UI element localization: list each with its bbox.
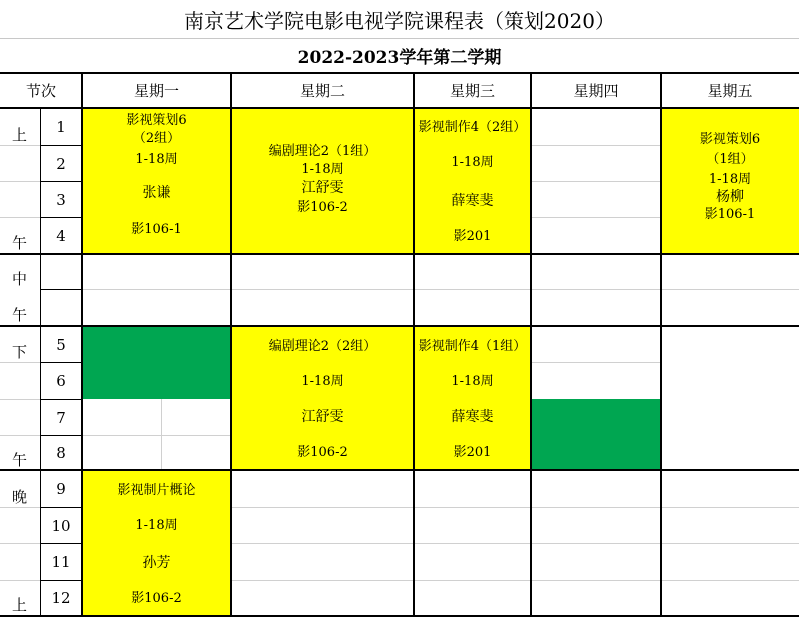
semester-subtitle: 2022-2023学年第二学期 [297, 48, 502, 68]
side-label-morning-top: 上 [12, 126, 28, 144]
course-name: 影视制作4（2组） [418, 120, 527, 135]
course-teacher: 孙芳 [142, 555, 171, 571]
side-label-evening-top: 晚 [12, 488, 28, 506]
course-name: 影视制片概论 [117, 483, 196, 498]
period-number: 12 [51, 589, 71, 607]
course-mon-evening[interactable] [82, 471, 231, 617]
grid-line [531, 145, 661, 146]
header-thursday: 星期四 [573, 82, 619, 100]
course-wed-afternoon[interactable] [414, 326, 531, 470]
course-tue-morning[interactable] [231, 109, 414, 254]
course-weeks: 1-18周 [451, 155, 494, 170]
table-border [0, 107, 799, 109]
period-number: 8 [56, 444, 66, 462]
grid-line [0, 362, 40, 363]
course-teacher: 薛寒斐 [451, 193, 494, 209]
grid-line [231, 507, 799, 508]
grid-line [82, 435, 231, 436]
period-number: 6 [56, 372, 66, 390]
header-wednesday: 星期三 [449, 82, 495, 100]
blocked-cell-mon-afternoon [82, 326, 231, 399]
course-name: 编剧理论2（1组） [268, 144, 377, 159]
grid-line [82, 289, 799, 290]
course-teacher: 薛寒斐 [451, 409, 494, 425]
course-mon-morning[interactable] [82, 109, 231, 254]
course-room: 影106-2 [131, 591, 182, 606]
period-number: 9 [56, 480, 66, 498]
grid-line [0, 580, 40, 581]
course-teacher: 江舒雯 [301, 180, 344, 196]
grid-line [231, 543, 799, 544]
course-tue-afternoon[interactable] [231, 326, 414, 470]
grid-line [0, 543, 40, 544]
course-name: 影视策划6 [699, 132, 761, 147]
table-border [413, 72, 415, 617]
grid-line [161, 399, 162, 471]
course-fri-morning[interactable] [661, 109, 799, 254]
table-border [530, 72, 532, 617]
grid-line [40, 289, 82, 290]
page-title: 南京艺术学院电影电视学院课程表（策划2020） [0, 0, 799, 39]
period-number: 3 [56, 190, 66, 209]
side-label-afternoon-top: 下 [12, 343, 28, 361]
period-number: 4 [56, 226, 66, 245]
course-wed-morning[interactable] [414, 109, 531, 254]
course-weeks: 1-18周 [301, 374, 344, 389]
side-label-morning-bottom: 午 [12, 234, 28, 252]
table-border [0, 72, 799, 74]
course-weeks: 1-18周 [708, 172, 752, 187]
header-friday: 星期五 [707, 82, 753, 100]
grid-line [0, 399, 40, 400]
course-room: 影106-2 [297, 445, 348, 460]
header-period: 节次 [25, 82, 56, 100]
course-weeks: 1-18周 [451, 374, 494, 389]
table-border [230, 72, 232, 617]
table-border [660, 72, 662, 617]
course-weeks: 1-18周 [301, 162, 344, 177]
course-room: 影106-1 [704, 207, 756, 222]
grid-line [531, 362, 661, 363]
header-monday: 星期一 [133, 82, 179, 100]
course-room: 影106-1 [131, 222, 182, 237]
grid-line [0, 217, 40, 218]
course-room: 影201 [453, 229, 492, 244]
course-group: （1组） [706, 152, 754, 167]
course-weeks: 1-18周 [135, 152, 178, 167]
grid-line [0, 435, 40, 436]
course-room: 影106-2 [297, 200, 348, 215]
grid-line [531, 181, 661, 182]
grid-line [0, 181, 40, 182]
grid-line [0, 145, 40, 146]
table-border [0, 325, 799, 327]
side-label-afternoon-bottom: 午 [12, 451, 28, 469]
table-border [0, 253, 799, 255]
blocked-cell-thu-afternoon [531, 399, 661, 470]
grid-line [0, 507, 40, 508]
period-number: 10 [51, 516, 71, 535]
header-tuesday: 星期二 [299, 82, 345, 100]
side-label-noon-bottom: 午 [12, 306, 28, 324]
course-weeks: 1-18周 [135, 518, 178, 533]
course-teacher: 杨柳 [716, 189, 744, 205]
grid-line [231, 580, 799, 581]
course-room: 影201 [453, 445, 492, 460]
period-number: 5 [56, 335, 66, 354]
period-number: 7 [56, 408, 66, 427]
course-name: 编剧理论2（2组） [268, 339, 377, 354]
table-border [81, 72, 83, 617]
period-number: 2 [56, 154, 66, 173]
table-border [0, 469, 799, 471]
course-teacher: 张谦 [142, 185, 171, 201]
period-number: 1 [56, 118, 66, 136]
course-name: 影视制作4（1组） [418, 339, 527, 354]
side-label-noon-top: 中 [12, 270, 28, 288]
course-teacher: 江舒雯 [301, 409, 344, 425]
period-number: 11 [51, 553, 71, 571]
side-label-evening-bottom: 上 [12, 596, 28, 614]
grid-line [531, 217, 661, 218]
course-group: （2组） [132, 131, 181, 146]
course-name: 影视策划6 [126, 113, 187, 128]
